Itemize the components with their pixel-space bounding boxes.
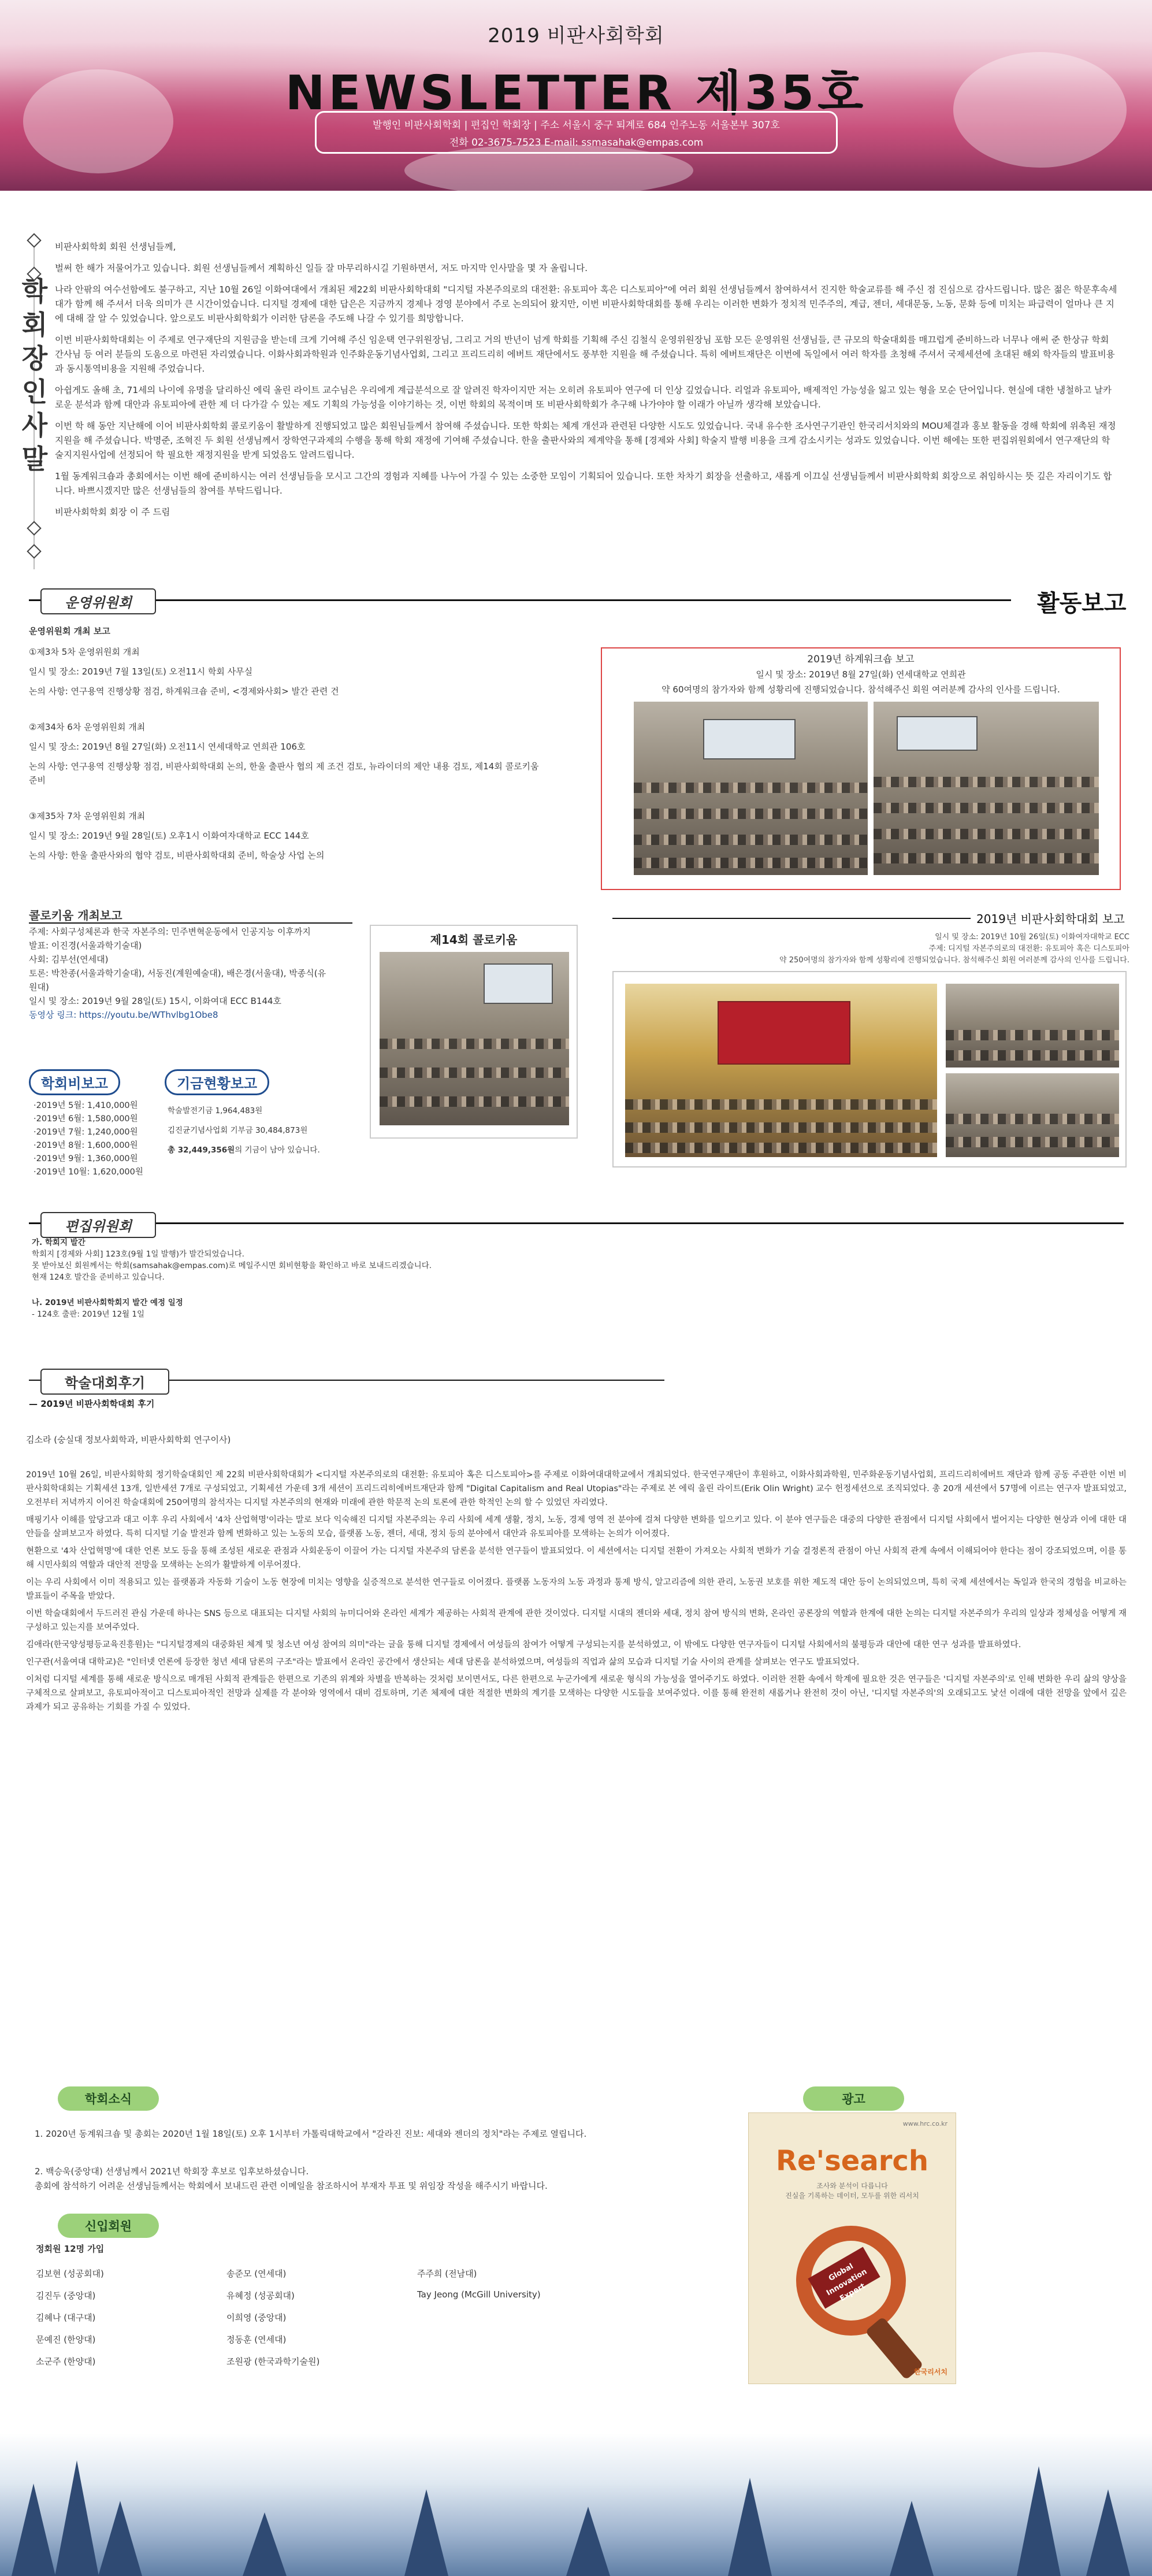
colloquium-video-link[interactable]: 동영상 링크: https://youtu.be/WThvlbg1Obe8 [29,1010,218,1020]
member-name: 송준모 (연세대) [226,2269,287,2279]
donations-pill: 기금현황보고 [165,1069,269,1095]
table-row [36,2289,608,2311]
workshop-caption-line: 약 60여명의 참가자와 함께 성황리에 진행되었습니다. 참석해주신 회원 여러분께 감사의 인사를 드립니다. [662,684,1060,695]
members-heading: 정회원 12명 가입 [36,2244,105,2254]
review-paragraph: 이는 우리 사회에서 이미 적용되고 있는 플랫폼과 자동화 기술이 노동 현장에 미치는 영향을 실증적으로 분석한 연구들로 이어졌다. 플랫폼 노동자의 노동 과정과 통제 방식, 알고리즘에 의한 관리, 노동권 보호를 위한 제도적 대안 등이 논의되었으며, 특히 국제 세션에서는 독일과 한국의 경험을 비교하는 발표들이 주목을 받았다. [26,1578,1127,1601]
review-pill: 학술대회후기 [40,1369,169,1395]
conference-divider [612,918,971,919]
fees-item: ·2019년 6월: 1,580,000원 [34,1114,138,1124]
colloquium-line: 주제: 사회구성체론과 한국 자본주의: 민주변혁운동에서 인공지능 이후까지 [29,926,311,937]
news-item: 1. 2020년 동계워크숍 및 총회는 2020년 1월 18일(토) 오후 1시부터 가톨릭대학교에서 "갈라진 진보: 세대와 젠더의 정치"라는 주제로 열립니다. [35,2129,587,2139]
news-item: 2. 백승욱(중앙대) 선생님께서 2021년 학회장 후보로 입후보하셨습니다. 총회에 참석하기 어려운 선생님들께서는 학회에서 보내드린 관련 이메일을 참조하시어 부재자 투표 및 위임장 작성을 해주시기 바랍니다. [35,2166,548,2191]
tree-decoration [404,2489,448,2576]
tree-decoration [12,2484,55,2576]
conference-stage-photo [625,984,937,1157]
tree-decoration [55,2460,99,2576]
fees-item: ·2019년 10월: 1,620,000원 [34,1167,143,1177]
review-paragraph: 매핑기사 이해를 앞당고과 대고 이후 우리 사회에서 '4차 산업혁명'이라는 말로 보다 익숙해진 디지털 자본주의는 우리 사회에 세계 생활, 정치, 노동, 경제 영역 전 분야에 걸쳐 다양한 변화를 일으키고 있다. 이 분야 연구들은 대중의 다양한 관점에서 디지털 사회에서 벌어지는 다양한 현상과 이에 대한 대안들을 살펴보고자 하였다. 특히 디지털 기술 발전과 함께 변화하고 있는 노동의 모습, 플랫폼 노동, 젠더, 세대, 정치 등의 분야에서 대안과 유토피아를 모색하는 논의가 이어졌다. [26,1515,1127,1539]
greeting-signature: 비판사회학회 회장 이 주 드림 [55,507,170,517]
greeting-text [55,240,1118,527]
member-name: 유혜정 (성공회대) [226,2290,295,2301]
meeting-title: ①제3차 5차 운영위원회 개최 [29,647,140,657]
colloquium-title: 콜로키움 개최보고 [29,909,122,922]
tree-decoration [728,2478,772,2576]
member-name: 주주희 (전남대) [417,2269,477,2279]
tree-decoration [98,2501,142,2576]
meeting-title: ②제34차 6차 운영위원회 개최 [29,722,146,732]
conference-photo-frame [612,971,1127,1167]
donation-total [168,1140,364,1160]
committee-report [29,624,549,884]
meeting-time: 일시 및 장소: 2019년 9월 28일(토) 오후1시 이화여자대학교 ECC 144호 [29,831,309,841]
members-pill: 신입회원 [58,2214,159,2238]
section-divider [29,1222,1124,1224]
greeting-paragraph: 아쉽게도 올해 초, 71세의 나이에 유명을 달리하신 에릭 올린 라이트 교수님은 우리에게 계급분석으로 잘 알려진 학자이지만 저는 오히려 유토피아 연구에 더 인상 깊었습니다. 리얼과 유토피아, 배제적인 가능성을 잃고 있는 형을 모순 단어입니다. 현실에 대한 냉철하고 날카로운 분석과 함께 대안과 유토피아에 관한 제 더 다가갈 수 있는 제도 기획의 가능성을 이야기하는 것, 이번 학회의 목적이며 또 비판사회학회가 추구해 나가야야 할 이래가 아닐까 생각해 보았습니다. [55,385,1112,410]
meeting-agenda: 논의 사항: 연구용역 진행상황 점검, 비판사회학대회 논의, 한울 출판사 협의 제 조건 검토, 뉴라이더의 제안 내용 검토, 제14회 콜로키움 준비 [29,761,539,785]
member-name: 김혜나 (대구대) [36,2312,96,2323]
activity-report-title: 활동보고 [1037,590,1127,617]
review-paragraph: 이번 학술대회에서 두드러진 관심 가운데 하나는 SNS 등으로 대표되는 디지털 사회의 뉴미디어와 온라인 세계가 제공하는 사회적 관계에 관한 것이었다. 디지털 시대의 젠더와 세대, 정치 참여 방식의 변화, 온라인 공론장의 역할과 한계에 대한 논의는 디지털 자본주의가 우리의 일상과 정체성을 어떻게 재구성하고 있는지를 보여주었다. [26,1609,1127,1632]
meeting-item [29,809,549,862]
review-body [26,1468,1127,1718]
conference-photo [946,984,1119,1068]
member-name: 정동훈 (연세대) [226,2334,287,2345]
ad-subline: 진실을 기록하는 데이터, 모두를 위한 리서치 [785,2192,919,2200]
colloquium-line: 일시 및 장소: 2019년 9월 28일(토) 15시, 이화여대 ECC B144호 [29,996,282,1006]
news-list [35,2127,699,2193]
greeting-title-text: 학회장인사말 [21,276,48,475]
header-banner [0,0,1152,191]
committee-heading: 운영위원회 개최 보고 [29,626,110,636]
review-paragraph: 현환으로 '4차 산업혁명'에 대한 언론 보도 등을 통해 조성된 새로운 관점과 사회운동이 이끌어 가는 디지털 자본주의 담론을 분석한 연구들이 발표되었다. 이 세션에서는 디지털 전환이 가져오는 사회적 변화가 기술 결정론적 관점이 아닌 사회적 관계 속에서 이해되어야 한다는 점이 강조되었으며, 이를 통해 시민사회의 역할과 대안적 전망을 모색하는 논의가 활발하게 이루어졌다. [26,1547,1127,1570]
fees-item: ·2019년 8월: 1,600,000원 [34,1141,138,1150]
workshop-caption [602,652,1120,697]
editing-line: 학회지 [경제와 사회] 123호(9월 1일 발행)가 발간되었습니다. [32,1250,244,1259]
workshop-photo [634,702,868,875]
review-author: 김소라 (숭실대 정보사회학과, 비판사회학회 연구이사) [26,1435,231,1445]
member-name: 소군주 (한양대) [36,2356,96,2367]
meeting-time: 일시 및 장소: 2019년 7월 13일(토) 오전11시 학회 사무실 [29,666,253,677]
conference-caption-line: 일시 및 장소: 2019년 10월 26일(토) 이화여자대학교 ECC [935,933,1129,942]
publisher-address: 발행인 비판사회학회 | 편집인 학회장 | 주소 서울시 중구 퇴계로 684 인주노동 서울본부 307호 [373,120,780,131]
colloquium-photo [380,952,569,1125]
meeting-agenda: 논의 사항: 연구용역 진행상황 점검, 하계워크숍 준비, <경제와사회> 발간 관련 건 [29,686,339,696]
workshop-caption-line: 일시 및 장소: 2019년 8월 27일(화) 연세대학교 연희관 [756,669,966,680]
colloquium-details [29,925,329,1022]
editing-pill: 편집위원회 [40,1212,156,1238]
table-row [36,2355,608,2377]
member-name: Tay Jeong (McGill University) [417,2289,541,2300]
tree-decoration [1017,2466,1061,2576]
conference-photo [946,1073,1119,1157]
new-members [36,2243,614,2377]
conference-title: 2019년 비판사회학대회 보고 [976,912,1125,926]
tree-decoration [566,2507,610,2576]
ad-taglines [749,2181,956,2201]
member-name: 이희영 (중앙대) [226,2312,287,2323]
greeting-paragraph: 벌써 한 해가 저물어가고 있습니다. 회원 선생님들께서 계획하신 일들 잘 마무리하시길 기원하면서, 저도 마지막 인사말을 몇 자 올립니다. [55,263,588,273]
fees-item: ·2019년 5월: 1,410,000원 [34,1101,138,1110]
editing-line: 현재 124호 발간을 준비하고 있습니다. [32,1273,165,1282]
members-table [36,2267,608,2377]
tree-decoration [1086,2489,1130,2576]
newsletter-year-title: 2019 비판사회학회 [488,24,664,47]
colloquium-photo-frame [370,925,578,1139]
colloquium-line: 발표: 이진경(서울과학기술대) [29,940,142,951]
editing-report [32,1237,725,1320]
member-name [417,2311,608,2333]
greeting-paragraph: 나라 안팎의 여수선함에도 불구하고, 지난 10월 26일 이화여대에서 개최된 제22회 비판사회학대회 "디지털 자본주의로의 대전환: 유토피아 혹은 디스토피아"에 여러 회원 선생님들께서 참여하셔서 진지한 학술교류를 해 주신 점 진심으로 감사드립니다. 많은 젊은 학문후속세대가 함께 해 주셔서 더욱 의미가 큰 시간이었습니다. 디지털 경제에 대한 답은은 지금까지 경제나 경영 분야에서 주로 논의되어 왔지만, 이번 비판사회학대회를 통해 우리는 이러한 변화가 정치적 민주주의, 계급, 젠더, 세대문동, 노동, 문화 등에 미치는 파급력이 얼마나 큰 지에 대해 잘 알 수 있었습니다. 앞으로도 비판사회학회가 이러한 담론을 주도해 나갈 수 있기를 희망합니다. [55,284,1117,324]
greeting-paragraph: 1월 동계워크숍과 총회에서는 이번 해에 준비하시는 여러 선생님들을 모시고 그간의 경험과 지혜를 나누어 가질 수 있는 소중한 모임이 기획되어 있습니다. 또한 차차기 회장을 선출하고, 새롭게 이끄실 선생님들께서 비판사회학회 회장으로 취임하시는 뜻 깊은 자리이기도 합니다. 바쁘시겠지만 많은 선생님들의 참여를 부탁드립니다. [55,471,1112,496]
meeting-item [29,645,549,698]
review-subtitle: — 2019년 비판사회학대회 후기 [29,1399,155,1409]
greeting-paragraph: 비판사회학회 회원 선생님들께, [55,242,176,252]
tree-decoration [243,2512,287,2576]
donation-line: 김진균기념사업회 기부금 30,484,873원 [168,1126,308,1135]
editing-line: 못 받아보신 회원께서는 학회(samsahak@empas.com)로 메일주시면 회비현황을 확인하고 바로 보내드리겠습니다. [32,1261,432,1270]
table-row [36,2311,608,2333]
colloquium-line: 사회: 김부선(연세대) [29,954,109,965]
meeting-time: 일시 및 장소: 2019년 8월 27일(화) 오전11시 연세대학교 연희관 106호 [29,742,306,752]
workshop-photo [874,702,1099,875]
meeting-title: ③제35차 7차 운영위원회 개최 [29,811,146,821]
review-paragraph: 이처럼 디지털 세계를 통해 새로운 방식으로 매개된 사회적 관계들은 한편으로 기존의 위계와 차별을 반복하는 것처럼 보이면서도, 다른 한편으로 누군가에게 새로운 형식의 가능성을 열어주기도 하였다. 이러한 전환 속에서 학계에 필요한 것은 연구들은 '디지털 자본주의'로 인해 변화한 우리 삶의 양상을 구체적으로 살펴보고, 유토피아적이고 디스토피아적인 전망과 실제를 각 분야와 영역에서 대비 검토하며, 기존 체제에 대한 적절한 변화의 계기를 모색하는 다양한 시도들을 보여주었다. 이를 통해 완전히 새롭거나 완전히 것이 아닌, '디지털 자본주의'의 오래되고도 낯선 이래에 대한 전망을 앞에서 깊은 과제가 되고 공유하는 기회를 가질 수 있었다. [26,1675,1127,1712]
colloquium-photo-title: 제14회 콜로키움 [430,933,518,947]
conference-caption-line: 주제: 디지털 자본주의로의 대전환: 유토피아 혹은 디스토피아 [928,944,1129,953]
review-paragraph: 인구관(서울여대 대학교)은 "인터넷 언론에 등장한 청년 세대 담론의 구조"라는 발표에서 온라인 공간에서 생산되는 세대 담론을 분석하였으며, 여성들의 직업과 삶의 모습과 디지털 기술 사이의 관계를 살펴보는 연구도 발표되었다. [26,1658,860,1667]
table-row [36,2267,608,2289]
ad-badge: Global Innovation Expert [808,2247,880,2309]
ad-pill: 광고 [803,2086,904,2111]
member-name: 김보현 (성공회대) [36,2269,104,2279]
editing-line: - 124호 출판: 2019년 12월 1일 [32,1310,145,1319]
ad-url[interactable]: www.hrc.co.kr [902,2120,947,2127]
ad-tagline: 조사와 분석이 다릅니다 [816,2182,888,2190]
publisher-contact[interactable]: 전화 02-3675-7523 E-mail: ssmasahak@empas.com [449,137,704,149]
workshop-caption-title: 2019년 하계워크숍 보고 [807,654,915,665]
member-name [417,2333,608,2355]
fees-item: ·2019년 7월: 1,240,000원 [34,1128,138,1137]
diamond-icon [27,233,41,247]
review-paragraph: 김애라(한국양성평등교육진흥원)는 "디지털경제의 대중화된 체계 및 청소년 여성 참여의 의미"라는 글을 통해 디지털 경제에서 여성들의 참여가 어떻게 구성되는지를 분석하였고, 이 밖에도 다양한 연구자들이 디지털 사회에서의 불평등과 대안에 대한 연구 성과를 발표하였다. [26,1640,1021,1650]
publisher-info-box [315,111,838,154]
donations-list [168,1101,364,1160]
greeting-paragraph: 이번 학 해 동안 지난해에 이어 비판사회학회 콜로키움이 활발하게 진행되었고 많은 회원님들께서 참여해 주셨습니다. 또한 학회는 체계 개선과 관련된 다양한 시도도 있었습니다. 국내 유수한 조사연구기관인 한국리서치와의 MOU체결과 홍보 활동을 경해 학회에 위촉된 재정 지원을 해 주셨습니다. 박명준, 조혁진 두 회원 선생님께서 장학연구과제의 수행을 통해 학회 재정에 기여해 주셨습니다. 한울 출판사와의 제계약을 통해 [경제와 사회] 학술지 발행 비용을 크게 감소시키는 성과도 있었습니다. 이번 해에는 또한 편집위원회에서 연구재단의 학술지지원사업에 선정되어 학 필요한 재정지원을 받게 되었음도 알려드립니다. [55,421,1116,460]
ad-footer-text: 한국리서치 [914,2368,947,2376]
committee-pill: 운영위원회 [40,588,156,614]
editing-heading: 가. 학회지 발간 [32,1238,86,1247]
president-greeting-section [0,234,1152,566]
greeting-paragraph: 이번 비판사회학대회는 이 주제로 연구재단의 지원금을 받는데 크게 기여해 주신 임운택 연구위원장님, 그리고 거의 반년이 넘게 학회를 기획해 주신 김철식 운영위원장님 포함 모든 운영위원 선생님들, 큰 규모의 학술대회를 매끄럽게 준비하느라 너무나 애써 준 한상규 학회 간사님 등 여러 분들의 도움으로 마련된 자리였습니다. 이화사회과학원과 인주화운동기념사업회, 그리고 프리드리히 에버트 재단에서도 풍부한 지원을 해 주셨습니다. 특히 에버트재단은 이번에 독일에서 여러 학자를 초청해 주셔서 국제세션에 초대된 해외 학자들의 발표비용과 동시통역비용을 지원해 주었습니다. [55,335,1115,374]
footer-landscape [0,2433,1152,2576]
advertisement[interactable] [748,2112,956,2384]
colloquium-report [29,909,358,1022]
donation-total-amount: 총 32,449,356원 [168,1146,235,1155]
fees-item: ·2019년 9월: 1,360,000원 [34,1154,138,1163]
member-name: 김진두 (중앙대) [36,2290,96,2301]
meeting-item [29,720,549,787]
review-paragraph: 2019년 10월 26일, 비판사회학회 정기학술대회인 제 22회 비판사회학대회가 <디지털 자본주의로의 대전환: 유토피아 혹은 디스토피아>를 주제로 이화여대대학교에서 개최되었다. 한국연구재단이 후원하고, 이화사회과학원, 민주화운동기념사업회, 프리드리히에버트 재단과 함께 공동 주관한 이번 비판사회학대회는 기획세션 13개, 일반세션 7개로 구성되었고, 기획세션 가운데 3개 세션이 프리드리히에버트재단과 함께 "Digital Capitalism and Real Utopias"라는 주제로 본 에릭 올린 라이트(Erik Olin Wright) 교수 헌정세션으로 조직되었다. 총 20개 세션에서 57명에 이르는 연구자 발표되었고, 오전부터 저녁까지 이어진 학술대회에 250여명의 참석자는 디지털 자본주의의 현재와 미래에 관한 학문적 논의 토론에 관한 학적인 논의 할 수 있었던 자리였다. [26,1470,1127,1507]
section-divider [29,599,1011,601]
conference-caption [612,932,1129,966]
workshop-photo-frame [601,647,1121,890]
colloquium-line: 토론: 박찬종(서울과학기술대), 서동진(계원예술대), 배은경(서울대), 박종식(유원대) [29,968,326,992]
ad-brand: Re'search [775,2145,929,2177]
member-name: 문예진 (한양대) [36,2334,96,2345]
diamond-icon [27,544,41,558]
conference-caption-line: 약 250여명의 참가자와 함께 성황리에 진행되었습니다. 참석해주신 회원 여러분께 감사의 인사를 드립니다. [779,956,1129,965]
tree-decoration [890,2501,934,2576]
diamond-icon [27,521,41,535]
donation-line: 학술발전기금 1,964,483원 [168,1106,263,1115]
news-pill: 학회소식 [58,2086,159,2111]
table-row [36,2333,608,2355]
member-name [417,2355,608,2377]
editing-heading: 나. 2019년 비판사회학회지 발간 예정 일정 [32,1298,183,1307]
member-name: 조원광 (한국과학기술원) [226,2356,320,2367]
donation-total-suffix: 의 기금이 남아 있습니다. [235,1146,320,1155]
meeting-agenda: 논의 사항: 한울 출판사와의 협약 검토, 비판사회학대회 준비, 학술상 사업 논의 [29,850,325,861]
greeting-vertical-title [17,275,52,476]
fees-pill: 학회비보고 [29,1069,120,1095]
newsletter-title: NEWSLETTER 제35호 [285,66,867,121]
